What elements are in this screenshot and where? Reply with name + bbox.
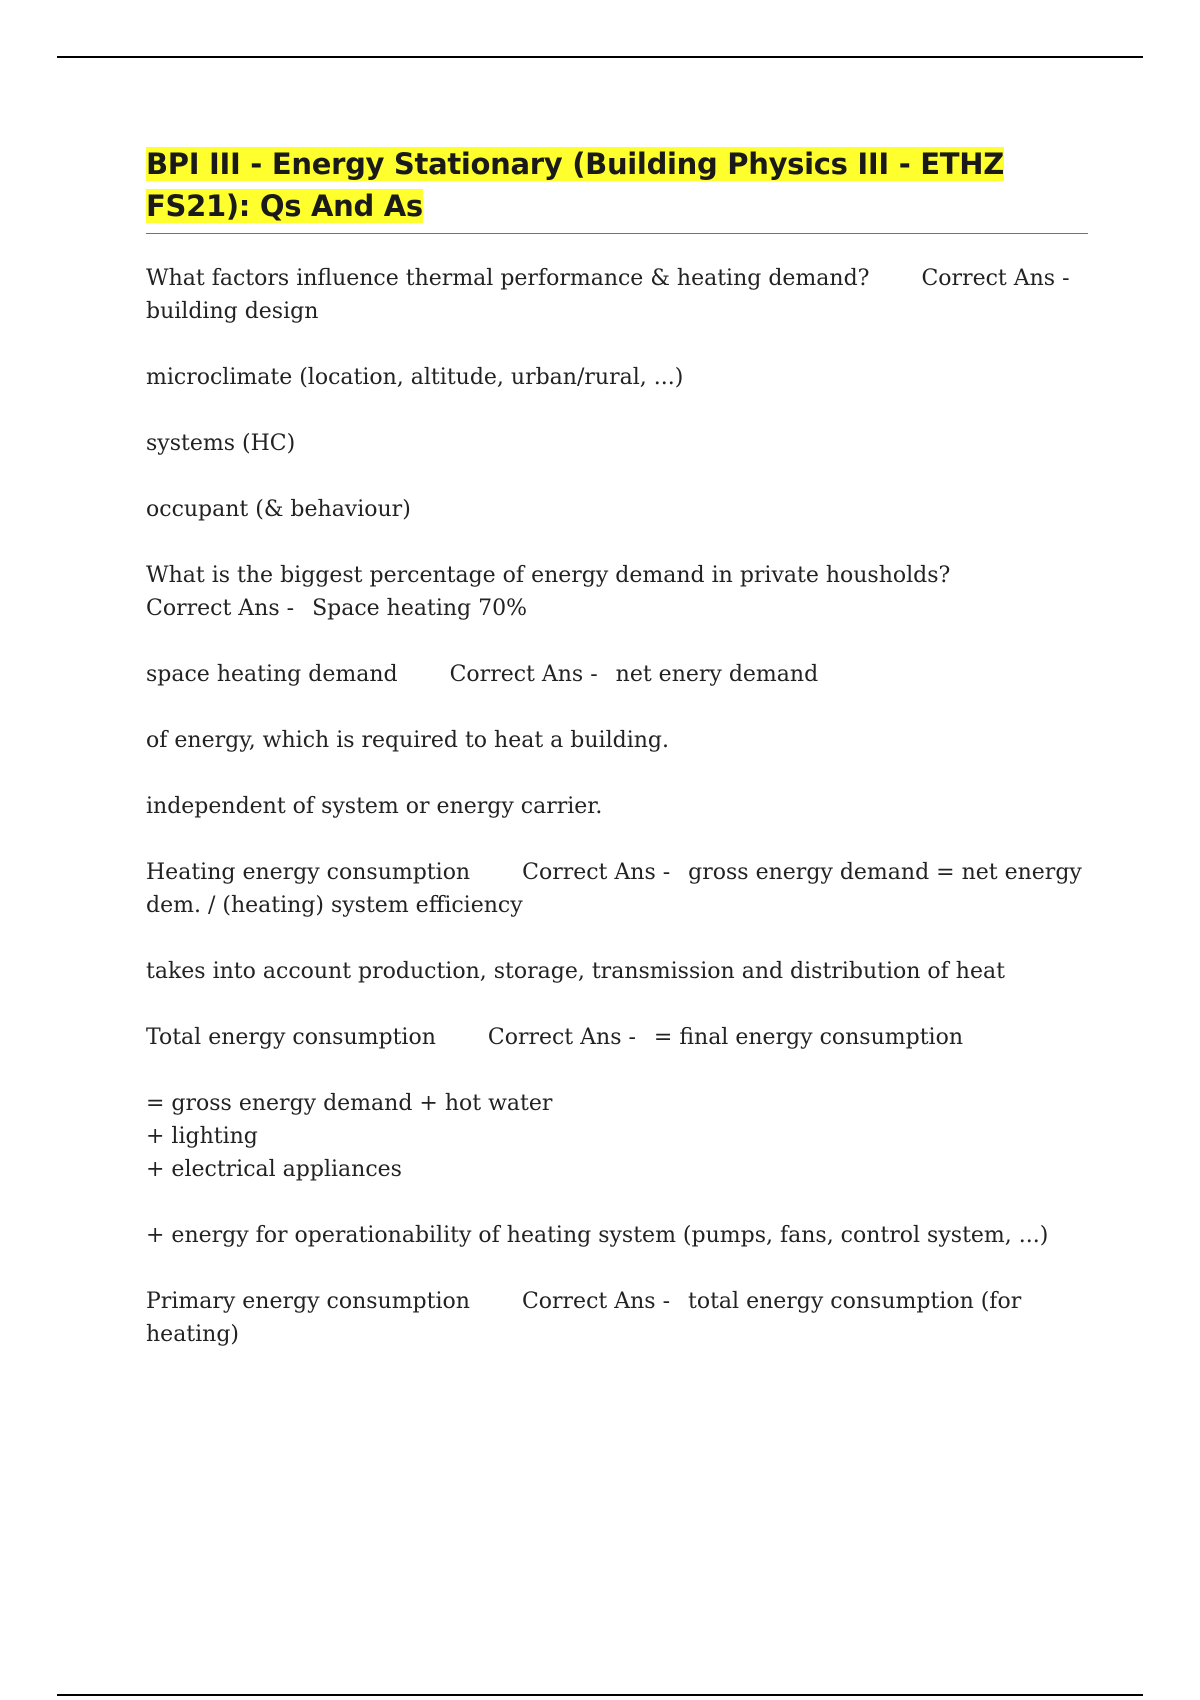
question-text: What factors influence thermal performance & heating demand? — [146, 266, 870, 291]
answer-marker: Correct Ans - — [921, 266, 1070, 291]
answer-continuation: + energy for operationability of heating system (pumps, fans, control system, ...) — [146, 1223, 1049, 1248]
qa-item — [146, 262, 1088, 328]
qa-item — [146, 856, 1088, 922]
answer-continuation: takes into account production, storage, transmission and distribution of heat — [146, 959, 1005, 984]
document-title — [146, 143, 1088, 227]
question-text: Total energy consumption — [146, 1025, 436, 1050]
qa-list — [146, 262, 1088, 1351]
document-body — [146, 143, 1088, 1384]
answer-marker: Correct Ans - — [146, 596, 295, 621]
qa-item — [146, 658, 1088, 691]
answer-continuation: of energy, which is required to heat a building. — [146, 728, 669, 753]
answer-text: total energy consumption (for heating) — [146, 1289, 1029, 1347]
question-text: What is the biggest percentage of energy demand in private housholds? — [146, 563, 951, 588]
title-underline — [146, 233, 1088, 234]
qa-item — [146, 1021, 1088, 1054]
footer-rule — [57, 1694, 1143, 1696]
answer-marker: Correct Ans - — [522, 860, 671, 885]
answer-continuation: occupant (& behaviour) — [146, 497, 411, 522]
answer-text: gross energy demand = net energy dem. / (heating) system efficiency — [146, 860, 1089, 918]
qa-item — [146, 1285, 1088, 1351]
answer-continuation: systems (HC) — [146, 431, 296, 456]
question-text: Heating energy consumption — [146, 860, 471, 885]
header-rule — [57, 56, 1143, 58]
answer-marker: Correct Ans - — [487, 1025, 636, 1050]
answer-marker: Correct Ans - — [449, 662, 598, 687]
answer-text: Space heating 70% — [312, 596, 527, 621]
answer-line: + lighting — [146, 1124, 258, 1149]
qa-item — [146, 559, 1088, 625]
answer-continuation: independent of system or energy carrier. — [146, 794, 603, 819]
question-text: space heating demand — [146, 662, 398, 687]
question-text: Primary energy consumption — [146, 1289, 470, 1314]
answer-text: = final energy consumption — [653, 1025, 963, 1050]
answer-continuation: microclimate (location, altitude, urban/rural, ...) — [146, 365, 684, 390]
answer-line: + electrical appliances — [146, 1157, 402, 1182]
answer-continuation — [146, 1087, 1088, 1186]
answer-text: net enery demand — [615, 662, 819, 687]
answer-line: = gross energy demand + hot water — [146, 1091, 553, 1116]
title-highlight: BPI III - Energy Stationary (Building Physics III - ETHZ FS21): Qs And As — [146, 147, 1004, 223]
answer-text: building design — [146, 299, 319, 324]
answer-marker: Correct Ans - — [521, 1289, 670, 1314]
